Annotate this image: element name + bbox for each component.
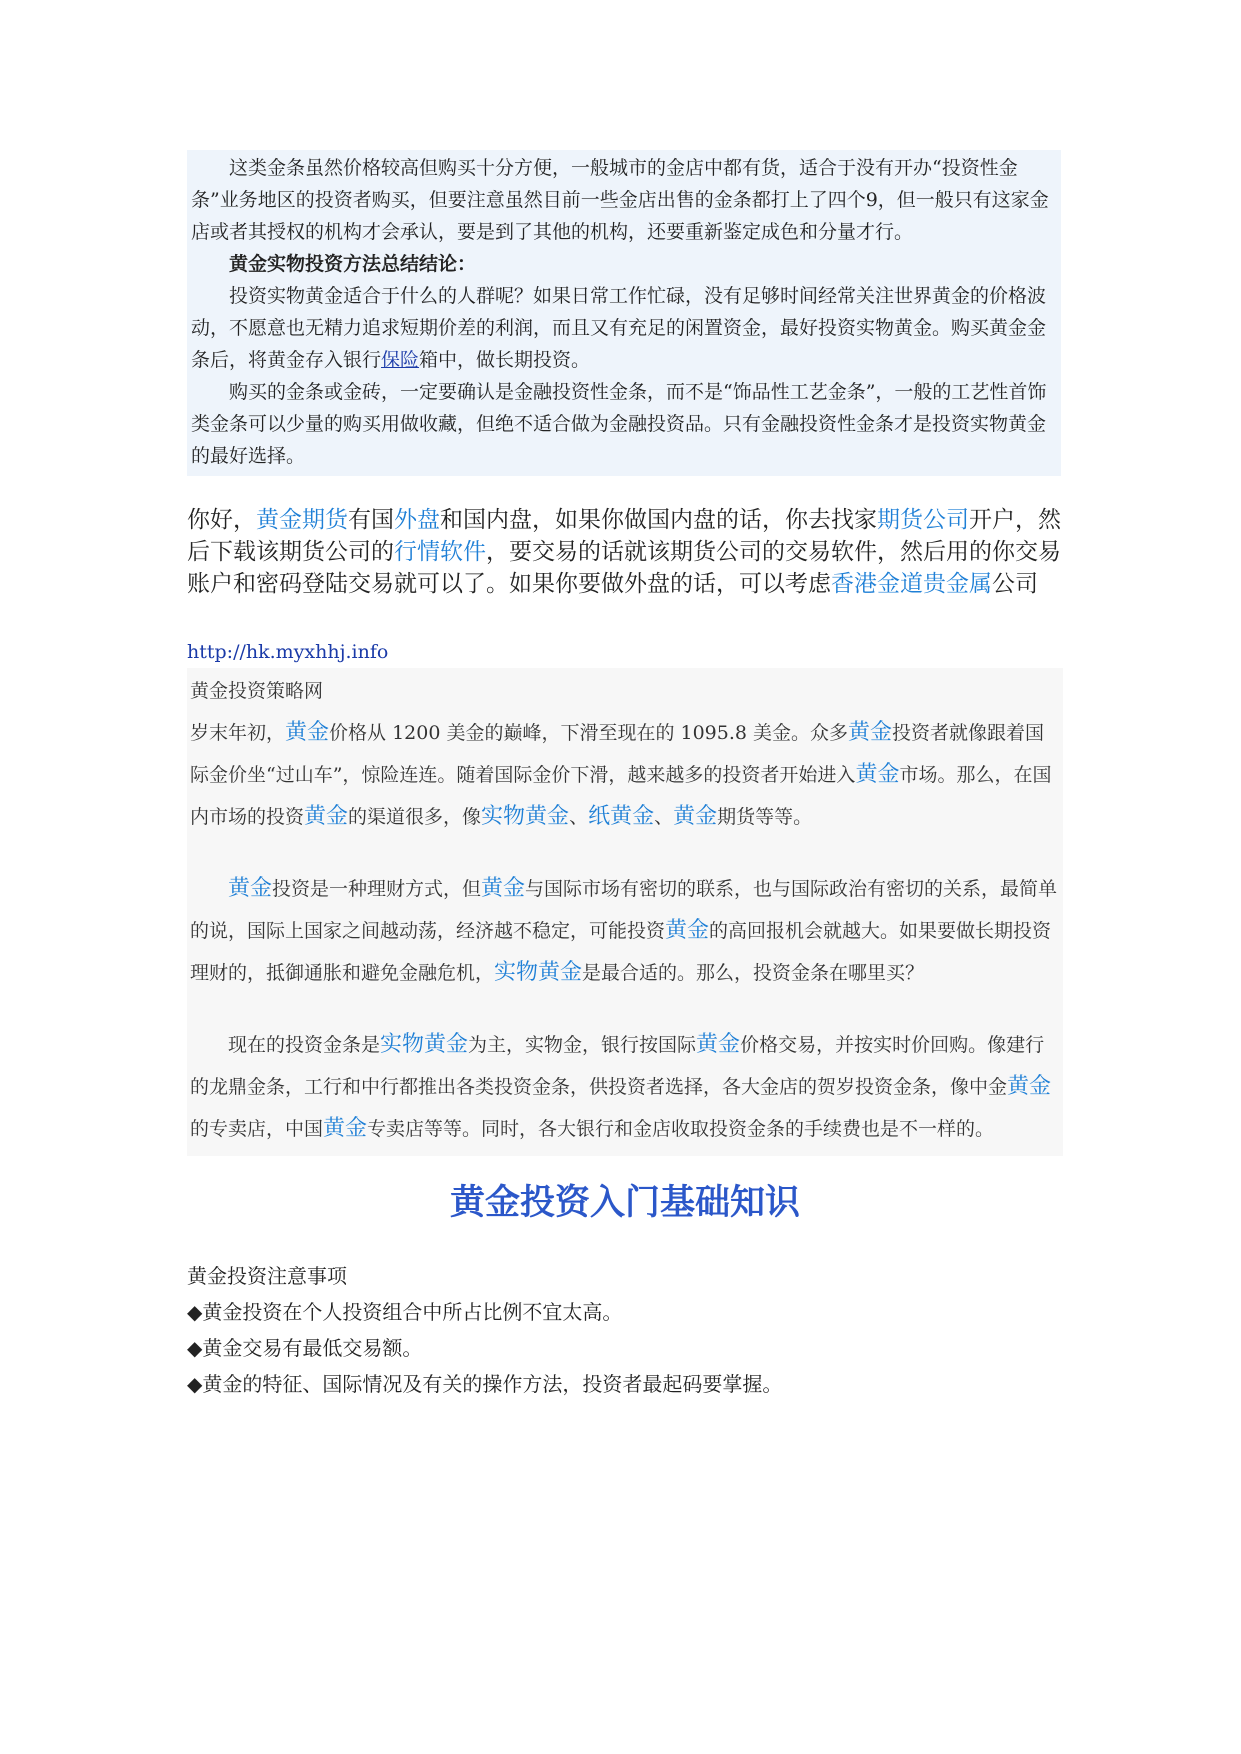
main-heading: 黄金投资入门基础知识 bbox=[449, 1183, 800, 1223]
document-page bbox=[187, 150, 1063, 1402]
keyword-link[interactable]: 期货公司 bbox=[877, 507, 969, 533]
keyword-link[interactable]: 黄金期货 bbox=[256, 507, 348, 533]
keyword-link[interactable]: 黄金 bbox=[481, 876, 526, 901]
list-item: ◆黄金交易有最低交易额。 bbox=[187, 1336, 423, 1360]
paragraph: 购买的金条或金砖，一定要确认是金融投资性金条，而不是“饰品性工艺金条”，一般的工艺性首饰类金条可以少量的购买用做收藏，但绝不适合做为金融投资品。只有金融投资性金条才是投资实物黄金的最好选择。 bbox=[191, 381, 1047, 467]
section-heading: 黄金实物投资方法总结结论： bbox=[229, 253, 477, 275]
keyword-link[interactable]: 实物黄金 bbox=[494, 960, 583, 985]
keyword-link[interactable]: 黄金 bbox=[696, 1032, 741, 1057]
keyword-link[interactable]: 黄金 bbox=[1007, 1074, 1052, 1099]
keyword-link[interactable]: 纸黄金 bbox=[588, 804, 655, 829]
keyword-link[interactable]: 行情软件 bbox=[394, 539, 486, 565]
keyword-link[interactable]: 黄金 bbox=[228, 876, 273, 901]
answer-paragraph: 你好，黄金期货有国外盘和国内盘，如果你做国内盘的话，你去找家期货公司开户，然后下载该期货公司的行情软件，要交易的话就该期货公司的交易软件，然后用的你交易账户和密码登陆交易就可以了。如果你要做外盘的话，可以考虑香港金道贵金属公司 bbox=[187, 507, 1061, 597]
keyword-link[interactable]: 黄金 bbox=[673, 804, 718, 829]
strategy-article-block bbox=[187, 668, 1063, 1156]
spacer bbox=[190, 838, 1060, 868]
answer-block bbox=[187, 504, 1063, 600]
keyword-link[interactable]: 实物黄金 bbox=[481, 804, 570, 829]
source-label: 黄金投资策略网 bbox=[190, 680, 324, 702]
paragraph: 投资实物黄金适合于什么的人群呢？如果日常工作忙碌，没有足够时间经常关注世界黄金的价格波动，不愿意也无精力追求短期价差的利润，而且又有充足的闲置资金，最好投资实物黄金。购买黄金金条后，将黄金存入银行保险箱中，做长期投资。 bbox=[191, 285, 1047, 371]
keyword-link[interactable]: 黄金 bbox=[285, 720, 330, 745]
strategy-paragraph: 岁末年初，黄金价格从 1200 美金的巅峰，下滑至现在的 1095.8 美金。众多黄金投资者就像跟着国际金价坐“过山车”，惊险连连。随着国际金价下滑，越来越多的投资者开始进入黄金市场。那么，在国内市场的投资黄金的渠道很多，像实物黄金、纸黄金、黄金期货等等。 bbox=[190, 720, 1052, 829]
keyword-link[interactable]: 黄金 bbox=[855, 762, 900, 787]
keyword-link[interactable]: 黄金 bbox=[323, 1116, 368, 1141]
paragraph: 这类金条虽然价格较高但购买十分方便，一般城市的金店中都有货，适合于没有开办“投资性金条”业务地区的投资者购买，但要注意虽然目前一些金店出售的金条都打上了四个9，但一般只有这家金店或者其授权的机构才会承认，要是到了其他的机构，还要重新鉴定成色和分量才行。 bbox=[191, 157, 1049, 243]
notes-title: 黄金投资注意事项 bbox=[187, 1264, 347, 1288]
insurance-link[interactable]: 保险 bbox=[381, 349, 420, 371]
spacer bbox=[190, 994, 1060, 1024]
keyword-link[interactable]: 黄金 bbox=[665, 918, 710, 943]
notes-section bbox=[187, 1258, 1063, 1402]
strategy-paragraph: 现在的投资金条是实物黄金为主，实物金，银行按国际黄金价格交易，并按实时价回购。像建行的龙鼎金条，工行和中行都推出各类投资金条，供投资者选择，各大金店的贺岁投资金条，像中金黄金的专卖店，中国黄金专卖店等等。同时，各大银行和金店收取投资金条的手续费也是不一样的。 bbox=[190, 1032, 1052, 1141]
list-item: ◆黄金投资在个人投资组合中所占比例不宜太高。 bbox=[187, 1300, 623, 1324]
keyword-link[interactable]: 黄金 bbox=[848, 720, 893, 745]
keyword-link[interactable]: 外盘 bbox=[394, 507, 440, 533]
keyword-link[interactable]: 实物黄金 bbox=[380, 1032, 469, 1057]
source-url[interactable]: http://hk.myxhhj.info bbox=[187, 641, 389, 663]
list-item: ◆黄金的特征、国际情况及有关的操作方法，投资者最起码要掌握。 bbox=[187, 1372, 783, 1396]
keyword-link[interactable]: 黄金 bbox=[304, 804, 349, 829]
strategy-paragraph: 黄金投资是一种理财方式，但黄金与国际市场有密切的联系，也与国际政治有密切的关系，最简单的说，国际上国家之间越动荡，经济越不稳定，可能投资黄金的高回报机会就越大。如果要做长期投资理财的，抵御通胀和避免金融危机，实物黄金是最合适的。那么，投资金条在哪里买？ bbox=[190, 876, 1058, 985]
keyword-link[interactable]: 香港金道贵金属 bbox=[831, 571, 992, 597]
gold-bar-article-block bbox=[187, 150, 1061, 476]
